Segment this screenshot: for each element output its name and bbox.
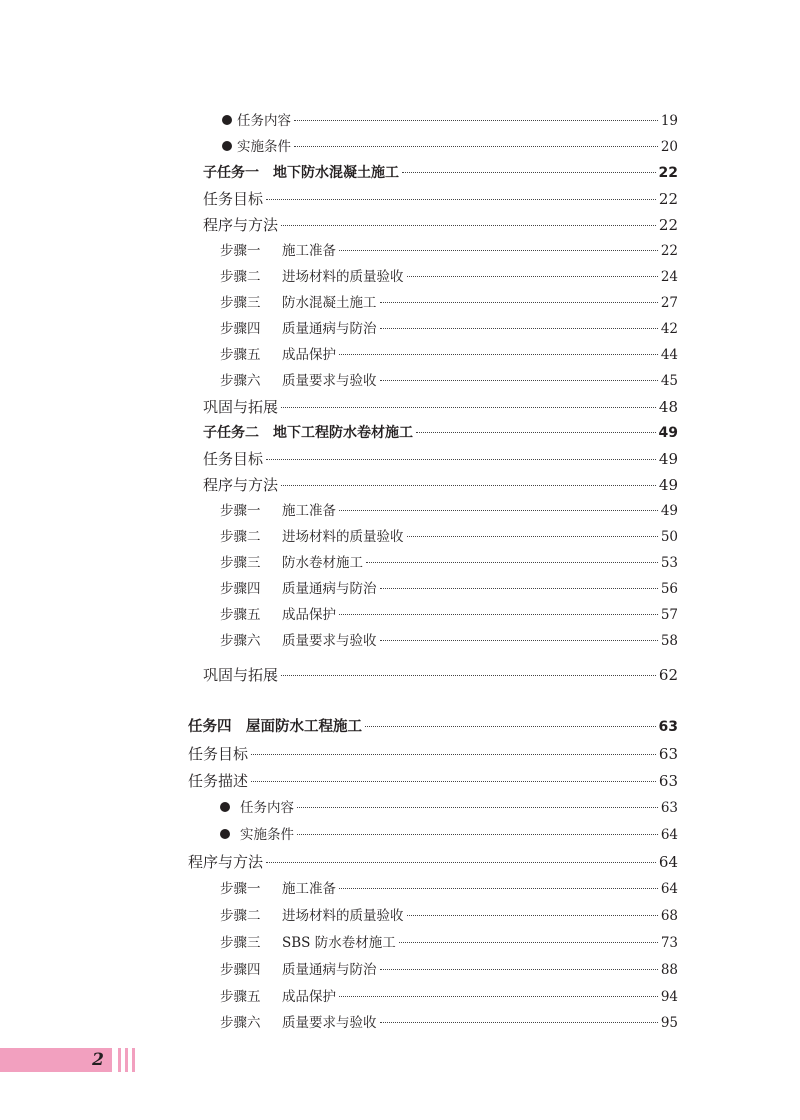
- step-number: 步骤六: [220, 633, 261, 649]
- leader-dots: [339, 887, 658, 889]
- step-title: 防水卷材施工: [282, 555, 363, 571]
- toc-entry-label: 实施条件: [240, 827, 294, 843]
- leader-dots: [339, 249, 658, 251]
- toc-page-number: 45: [660, 373, 678, 389]
- toc-page-number: 42: [660, 321, 678, 337]
- toc-entry-description[interactable]: [188, 768, 678, 794]
- step-number: 步骤二: [220, 269, 261, 285]
- step-title: 质量要求与验收: [282, 373, 377, 389]
- toc-page-number: 64: [660, 881, 678, 897]
- step-number: 步骤六: [220, 1015, 261, 1031]
- toc-entry-label: 任务描述: [188, 772, 249, 790]
- toc-entry-step[interactable]: [220, 264, 678, 290]
- step-number: 步骤五: [220, 607, 261, 623]
- toc-page-number: 48: [658, 398, 678, 416]
- step-number: 步骤六: [220, 373, 261, 389]
- leader-dots: [407, 275, 658, 277]
- step-title: 成品保护: [282, 607, 336, 623]
- toc-page-number: 49: [658, 476, 678, 494]
- decorative-stripe: [132, 1048, 135, 1072]
- step-number: 步骤四: [220, 321, 261, 337]
- step-number: 步骤五: [220, 989, 261, 1005]
- leader-dots: [366, 561, 658, 563]
- toc-page-number: 20: [660, 139, 678, 155]
- step-title: 进场材料的质量验收: [282, 529, 404, 545]
- toc-entry-method[interactable]: [203, 212, 678, 238]
- toc-page-number: 24: [660, 269, 678, 285]
- bullet-icon: [222, 141, 232, 151]
- toc-page-number: 68: [660, 908, 678, 924]
- step-title: 成品保护: [282, 989, 336, 1005]
- toc-entry-label: 程序与方法: [188, 853, 264, 871]
- toc-page-number: 64: [658, 853, 678, 871]
- step-number: 步骤一: [220, 881, 261, 897]
- step-number: 步骤三: [220, 555, 261, 571]
- toc-entry-conditions[interactable]: [220, 822, 678, 848]
- toc-entry-step[interactable]: [220, 316, 678, 342]
- leader-dots: [380, 968, 658, 970]
- toc-entry-step[interactable]: [220, 368, 678, 394]
- leader-dots: [281, 674, 656, 676]
- leader-dots: [416, 431, 656, 433]
- leader-dots: [380, 587, 658, 589]
- toc-page-number: 57: [660, 607, 678, 623]
- toc-page-number: 73: [660, 935, 678, 951]
- toc-entry-review[interactable]: [203, 394, 678, 420]
- leader-dots: [266, 861, 656, 863]
- step-number: 步骤三: [220, 295, 261, 311]
- toc-entry-goal[interactable]: [203, 186, 678, 212]
- toc-entry-label: 程序与方法: [203, 476, 279, 494]
- leader-dots: [380, 301, 658, 303]
- toc-entry-label: 巩固与拓展: [203, 666, 279, 684]
- toc-page-number: 63: [658, 772, 678, 790]
- toc-entry-step[interactable]: [220, 550, 678, 576]
- step-title: 成品保护: [282, 347, 336, 363]
- toc-page-number: 63: [658, 745, 678, 763]
- toc-page-number: 53: [660, 555, 678, 571]
- leader-dots: [339, 353, 658, 355]
- step-number: 步骤三: [220, 935, 261, 951]
- step-title: 进场材料的质量验收: [282, 908, 404, 924]
- toc-entry-label: 任务目标: [203, 450, 264, 468]
- leader-dots: [380, 1021, 658, 1023]
- toc-entry-step[interactable]: [220, 576, 678, 602]
- step-number: 步骤一: [220, 243, 261, 259]
- toc-entry-step[interactable]: [220, 238, 678, 264]
- toc-page-number: 64: [660, 827, 678, 843]
- step-number: 步骤二: [220, 529, 261, 545]
- toc-entry-label: 程序与方法: [203, 216, 279, 234]
- step-number: 步骤四: [220, 581, 261, 597]
- leader-dots: [380, 327, 658, 329]
- leader-dots: [297, 833, 658, 835]
- bullet-icon: [222, 115, 232, 125]
- toc-page-number: 58: [660, 633, 678, 649]
- toc-entry-task-content[interactable]: [222, 108, 678, 134]
- toc-page-number: 63: [660, 800, 678, 816]
- toc-entry-step[interactable]: [220, 290, 678, 316]
- leader-dots: [281, 484, 656, 486]
- step-number: 步骤一: [220, 503, 261, 519]
- leader-dots: [294, 119, 658, 121]
- toc-entry-step[interactable]: [220, 1010, 678, 1036]
- toc-page-number: 94: [660, 989, 678, 1005]
- toc-page-number: 49: [658, 425, 678, 441]
- toc-page-number: 44: [660, 347, 678, 363]
- toc-entry-review[interactable]: [203, 662, 678, 688]
- toc-entry-method[interactable]: [188, 849, 678, 875]
- toc-entry-label: 任务内容: [240, 800, 294, 816]
- bullet-icon: [220, 802, 230, 812]
- toc-page-number: 22: [660, 243, 678, 259]
- leader-dots: [380, 379, 658, 381]
- toc-entry-step[interactable]: [220, 602, 678, 628]
- leader-dots: [281, 224, 656, 226]
- leader-dots: [266, 198, 656, 200]
- toc-entry-method[interactable]: [203, 472, 678, 498]
- toc-entry-label: 任务内容: [237, 113, 291, 129]
- leader-dots: [407, 914, 658, 916]
- leader-dots: [402, 171, 656, 173]
- step-title: 质量通病与防治: [282, 581, 377, 597]
- toc-entry-label: 任务目标: [188, 745, 249, 763]
- toc-page-number: 56: [660, 581, 678, 597]
- toc-entry-conditions[interactable]: [222, 134, 678, 160]
- step-title: SBS 防水卷材施工: [282, 935, 396, 951]
- toc-entry-step[interactable]: [220, 984, 678, 1010]
- toc-entry-task-4[interactable]: [188, 714, 678, 740]
- toc-entry-goal[interactable]: [203, 446, 678, 472]
- leader-dots: [281, 406, 656, 408]
- decorative-stripe: [118, 1048, 121, 1072]
- step-title: 进场材料的质量验收: [282, 269, 404, 285]
- step-title: 质量通病与防治: [282, 321, 377, 337]
- toc-page-number: 22: [658, 165, 678, 181]
- leader-dots: [339, 995, 658, 997]
- toc-page-number: 27: [660, 295, 678, 311]
- step-number: 步骤五: [220, 347, 261, 363]
- toc-page-number: 95: [660, 1015, 678, 1031]
- step-number: 步骤四: [220, 962, 261, 978]
- leader-dots: [365, 725, 656, 727]
- toc-entry-label: 巩固与拓展: [203, 398, 279, 416]
- leader-dots: [339, 613, 658, 615]
- toc-page-number: 88: [660, 962, 678, 978]
- toc-entry-step[interactable]: [220, 628, 678, 654]
- leader-dots: [297, 806, 658, 808]
- bullet-icon: [220, 829, 230, 839]
- step-title: 质量通病与防治: [282, 962, 377, 978]
- toc-page-number: 62: [658, 666, 678, 684]
- leader-dots: [407, 535, 658, 537]
- step-title: 施工准备: [282, 503, 336, 519]
- toc-entry-task-content[interactable]: [220, 795, 678, 821]
- page-number: 2: [92, 1050, 104, 1070]
- toc-entry-label: 子任务二 地下工程防水卷材施工: [203, 425, 413, 441]
- toc-entry-goal[interactable]: [188, 741, 678, 767]
- leader-dots: [399, 941, 658, 943]
- toc-page-number: 63: [658, 719, 678, 735]
- toc-entry-label: 任务四 屋面防水工程施工: [188, 719, 362, 735]
- step-title: 施工准备: [282, 881, 336, 897]
- toc-page-number: 49: [660, 503, 678, 519]
- step-title: 防水混凝土施工: [282, 295, 377, 311]
- toc-page-number: 22: [658, 190, 678, 208]
- toc-entry-step[interactable]: [220, 930, 678, 956]
- toc-entry-step[interactable]: [220, 342, 678, 368]
- leader-dots: [380, 639, 658, 641]
- toc-page-number: 50: [660, 529, 678, 545]
- leader-dots: [339, 509, 658, 511]
- toc-entry-subtask-2[interactable]: [203, 420, 678, 446]
- toc-entry-step[interactable]: [220, 903, 678, 929]
- toc-entry-label: 子任务一 地下防水混凝土施工: [203, 165, 399, 181]
- toc-entry-step[interactable]: [220, 876, 678, 902]
- toc-entry-label: 实施条件: [237, 139, 291, 155]
- toc-page-number: 22: [658, 216, 678, 234]
- toc-page-number: 49: [658, 450, 678, 468]
- leader-dots: [266, 458, 656, 460]
- leader-dots: [251, 780, 656, 782]
- toc-entry-label: 任务目标: [203, 190, 264, 208]
- decorative-stripe: [125, 1048, 128, 1072]
- toc-entry-subtask-1[interactable]: [203, 160, 678, 186]
- step-title: 质量要求与验收: [282, 633, 377, 649]
- toc-entry-step[interactable]: [220, 957, 678, 983]
- toc-page-number: 19: [660, 113, 678, 129]
- leader-dots: [294, 145, 658, 147]
- toc-entry-step[interactable]: [220, 524, 678, 550]
- step-number: 步骤二: [220, 908, 261, 924]
- toc-entry-step[interactable]: [220, 498, 678, 524]
- step-title: 质量要求与验收: [282, 1015, 377, 1031]
- step-title: 施工准备: [282, 243, 336, 259]
- leader-dots: [251, 753, 656, 755]
